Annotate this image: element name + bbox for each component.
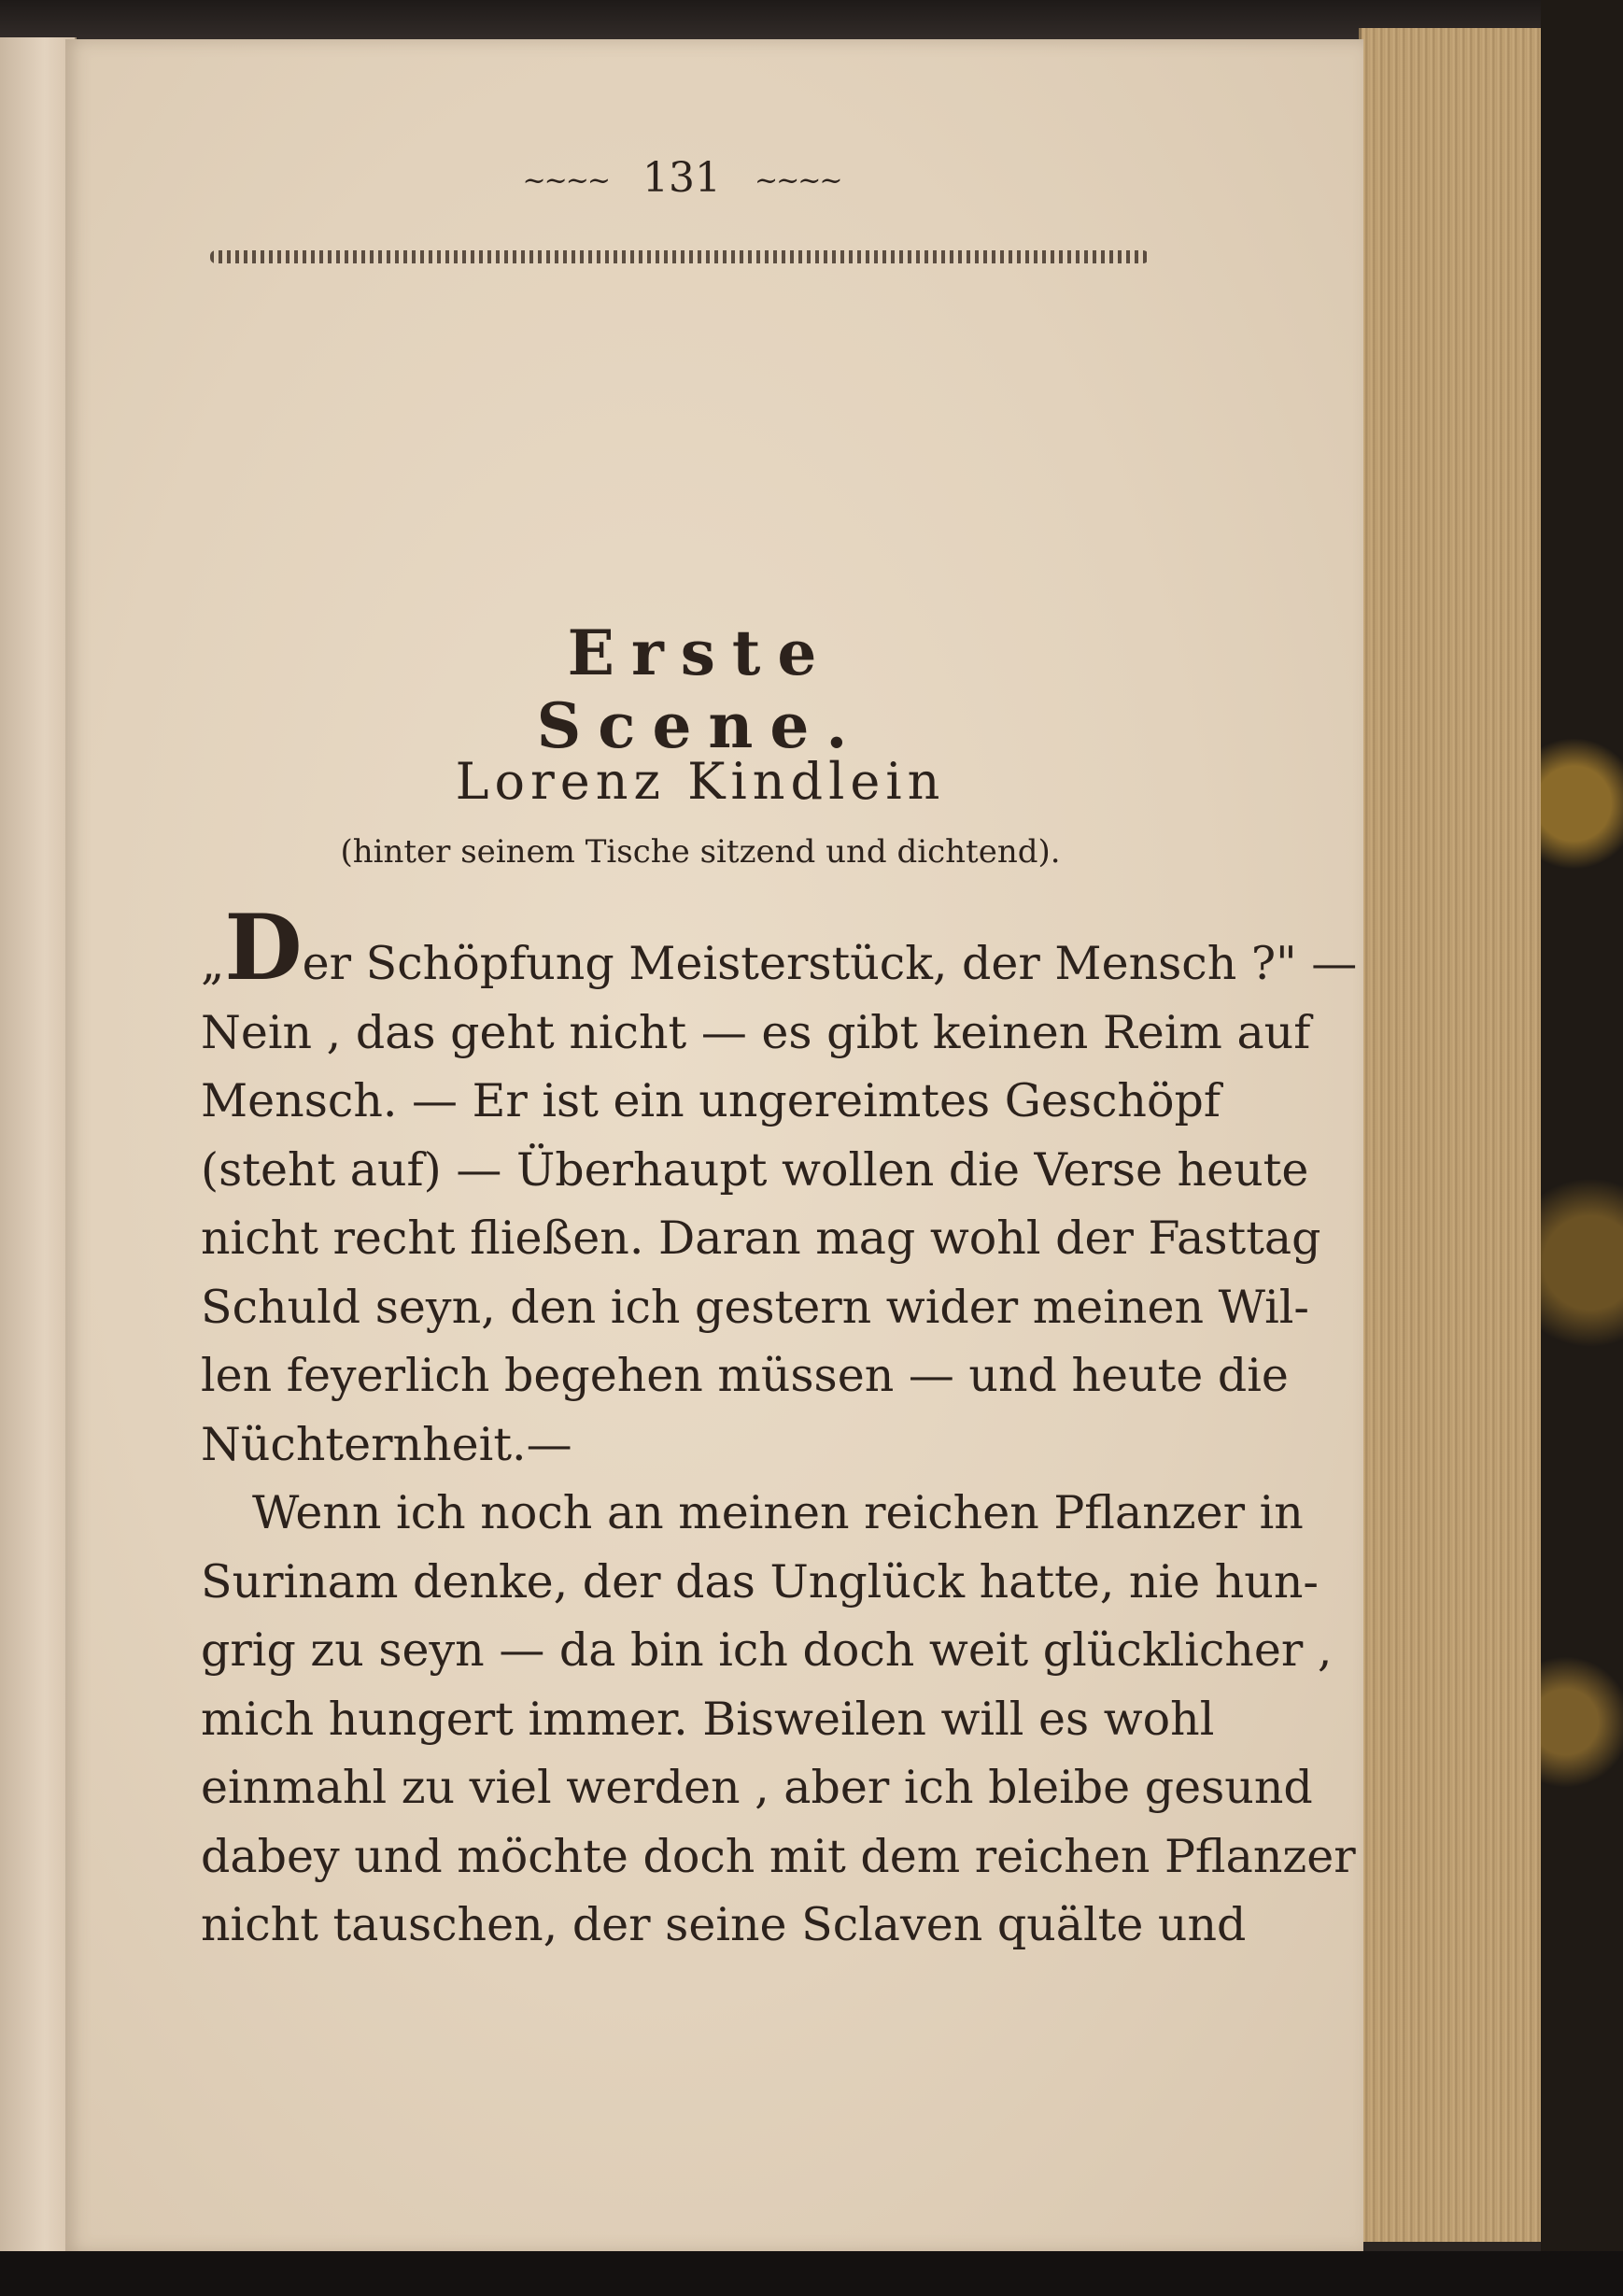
page-block-edges <box>1359 28 1553 2242</box>
text-line: Nein , das geht nicht — es gibt keinen Reim auf <box>201 1005 1311 1059</box>
page-number: 131 <box>642 154 721 202</box>
text-line: einmahl zu viel werden , aber ich bleibe gesund <box>201 1761 1313 1814</box>
text-line: Mensch. — Er ist ein ungereimtes Geschöpf <box>201 1074 1221 1127</box>
text-line: nicht tauschen, der seine Sclaven quälte und <box>201 1898 1247 1951</box>
text-line: Surinam denke, der das Unglück hatte, nie hun- <box>201 1554 1319 1609</box>
text-line: nicht recht fließen. Daran mag wohl der Fasttag <box>201 1212 1321 1265</box>
binding-bottom <box>0 2251 1623 2296</box>
text-line: (steht auf) — Überhaupt wollen die Verse heute <box>201 1142 1309 1197</box>
header-ornament-left: ~~~~ <box>522 164 609 197</box>
text-line: Nüchternheit.— <box>201 1417 572 1471</box>
text-line: len feyerlich begehen müssen — und heute die <box>201 1349 1289 1402</box>
text-line: mich hungert immer. Bisweilen will es wohl <box>201 1692 1215 1746</box>
marbled-cover <box>1541 0 1623 2296</box>
page-header <box>486 154 878 202</box>
drop-cap: D <box>224 895 303 1000</box>
text-line: grig zu seyn — da bin ich doch weit glücklicher , <box>201 1623 1333 1677</box>
text-line: dabey und möchte doch mit dem reichen Pflanzer <box>201 1829 1356 1883</box>
header-ornament-right: ~~~~ <box>754 164 841 197</box>
body-text <box>201 895 1358 1960</box>
text-line: Wenn ich noch an meinen reichen Pflanzer in <box>252 1486 1304 1539</box>
text-line: „Der Schöpfung Meisterstück, der Mensch ?" — <box>201 895 1358 1000</box>
decorative-rule <box>210 250 1149 263</box>
speaker-name: Lorenz Kindlein <box>455 752 946 811</box>
stage-direction: (hinter seinem Tische sitzend und dichtend). <box>340 833 1061 871</box>
text-line: Schuld seyn, den ich gestern wider meinen Wil- <box>201 1280 1309 1334</box>
scene-title: Erste Scene. <box>536 617 865 762</box>
